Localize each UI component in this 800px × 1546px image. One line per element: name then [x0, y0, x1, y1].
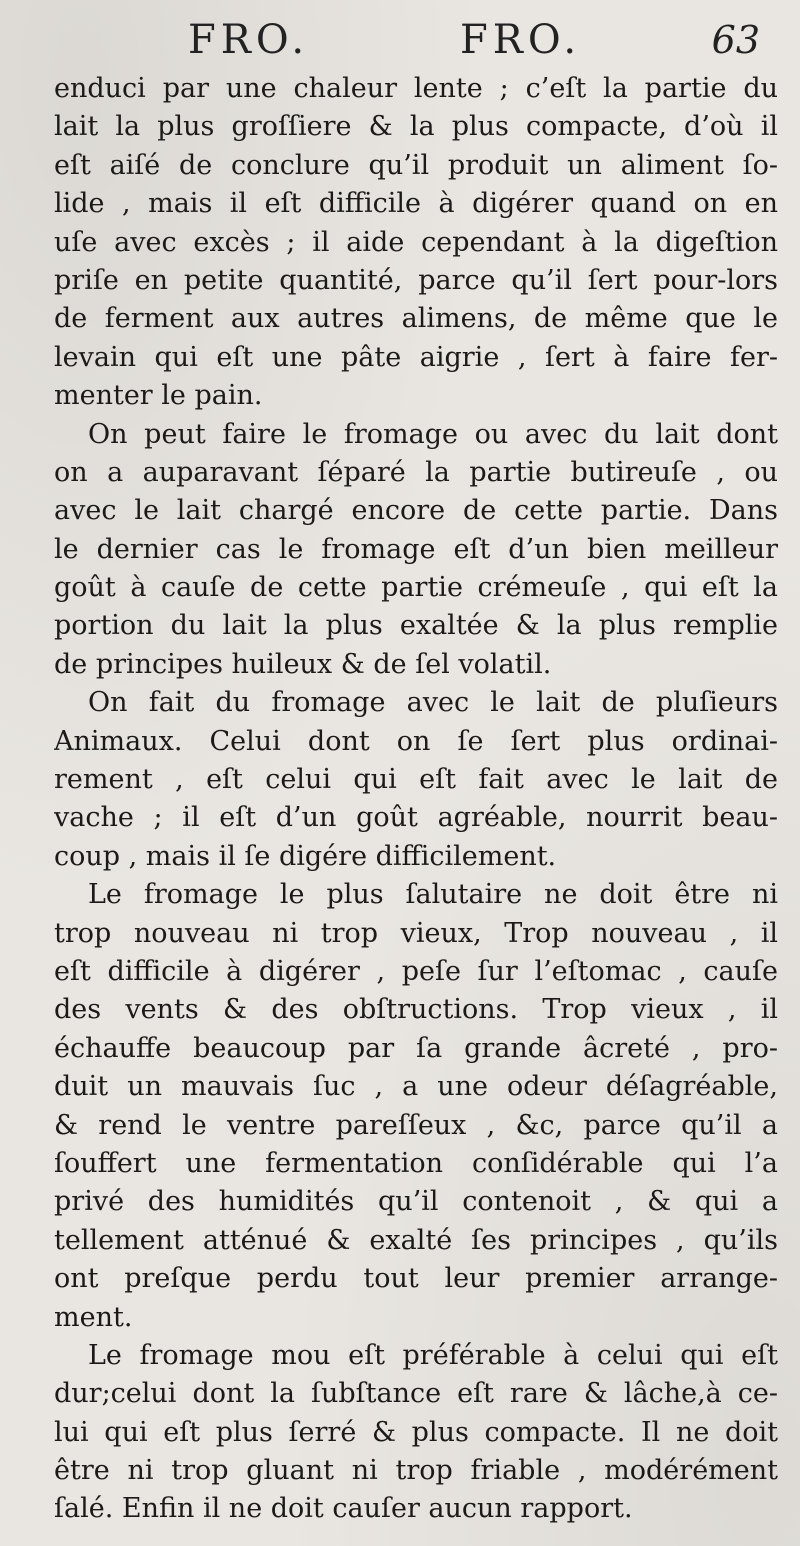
text-line: uſe avec excès ; il aide cependant à la digeſtion — [54, 226, 778, 258]
text-line: avec le lait chargé encore de cette partie. Dans — [54, 495, 778, 527]
text-line: & rend le ventre pareſſeux , &c, parce qu’il a — [54, 1109, 778, 1141]
text-line: on a auparavant ſéparé la partie butireuſe , ou — [54, 456, 778, 488]
text-line: lui qui eſt plus ſerré & plus compacte. Il ne doit — [54, 1416, 778, 1448]
text-line: goût à cauſe de cette partie crémeuſe , qui eſt la — [54, 572, 778, 604]
text-line: des vents & des obſtructions. Trop vieux , il — [54, 994, 778, 1026]
page-number: 63 — [711, 18, 760, 62]
text-line: eſt aiſé de conclure qu’il produit un aliment ſo- — [54, 149, 778, 181]
text-line: lide , mais il eſt difficile à digérer quand on en — [54, 188, 778, 220]
header-word-right: FRO. — [460, 17, 582, 63]
text-line: ſalé. Enfin il ne doit cauſer aucun rapport. — [54, 1493, 633, 1525]
text-line: ont preſque perdu tout leur premier arrange- — [54, 1263, 778, 1295]
text-line: trop nouveau ni trop vieux, Trop nouveau , il — [54, 917, 778, 949]
text-line: eſt difficile à digérer , peſe ſur l’eſtomac , cauſe — [54, 955, 778, 987]
text-line: dur;celui dont la ſubſtance eſt rare & lâche,à ce- — [54, 1378, 778, 1410]
text-line: coup , mais il ſe digére difficilement. — [54, 840, 557, 872]
text-line: priſe en petite quantité, parce qu’il ſert pour-lors — [54, 264, 778, 296]
text-line: rement , eſt celui qui eſt fait avec le lait de — [54, 764, 778, 796]
text-line: privé des humidités qu’il contenoit , & qui a — [54, 1186, 778, 1218]
text-line: lait la plus groſſiere & la plus compacte, d’où il — [54, 111, 778, 143]
text-line: levain qui eſt une pâte aigrie , ſert à faire fer- — [54, 341, 778, 373]
text-line: échauffe beaucoup par ſa grande âcreté , pro- — [54, 1032, 778, 1064]
text-line: On fait du fromage avec le lait de pluſieurs — [88, 687, 778, 719]
text-line: vache ; il eſt d’un goût agréable, nourrit beau- — [54, 802, 778, 834]
text-line: Animaux. Celui dont on ſe ſert plus ordinai- — [54, 725, 778, 757]
text-line: Le fromage mou eſt préférable à celui qui eſt — [88, 1339, 778, 1371]
text-line: enduci par une chaleur lente ; c’eſt la partie du — [54, 73, 778, 104]
text-line: duit un mauvais ſuc , a une odeur déſagréable, — [54, 1071, 778, 1103]
text-line: portion du lait la plus exaltée & la plus remplie — [54, 610, 778, 642]
text-line: ment. — [54, 1301, 133, 1333]
text-line: On peut faire le fromage ou avec du lait dont — [88, 418, 778, 450]
text-line: ſouffert une fermentation conſidérable qui l’a — [54, 1147, 778, 1179]
text-line: de principes huileux & de ſel volatil. — [54, 648, 552, 680]
text-line: Le fromage le plus ſalutaire ne doit être ni — [88, 879, 778, 911]
text-line: de ferment aux autres alimens, de même que le — [54, 303, 778, 335]
text-line: être ni trop gluant ni trop friable , modérément — [54, 1455, 778, 1487]
text-line: menter le pain. — [54, 380, 263, 412]
text-line: tellement atténué & exalté ſes principes , qu’ils — [54, 1224, 778, 1256]
header-word-left: FRO. — [188, 17, 310, 63]
text-line: le dernier cas le fromage eſt d’un bien meilleur — [54, 533, 778, 565]
running-header — [0, 14, 800, 66]
body-text — [54, 70, 778, 1529]
